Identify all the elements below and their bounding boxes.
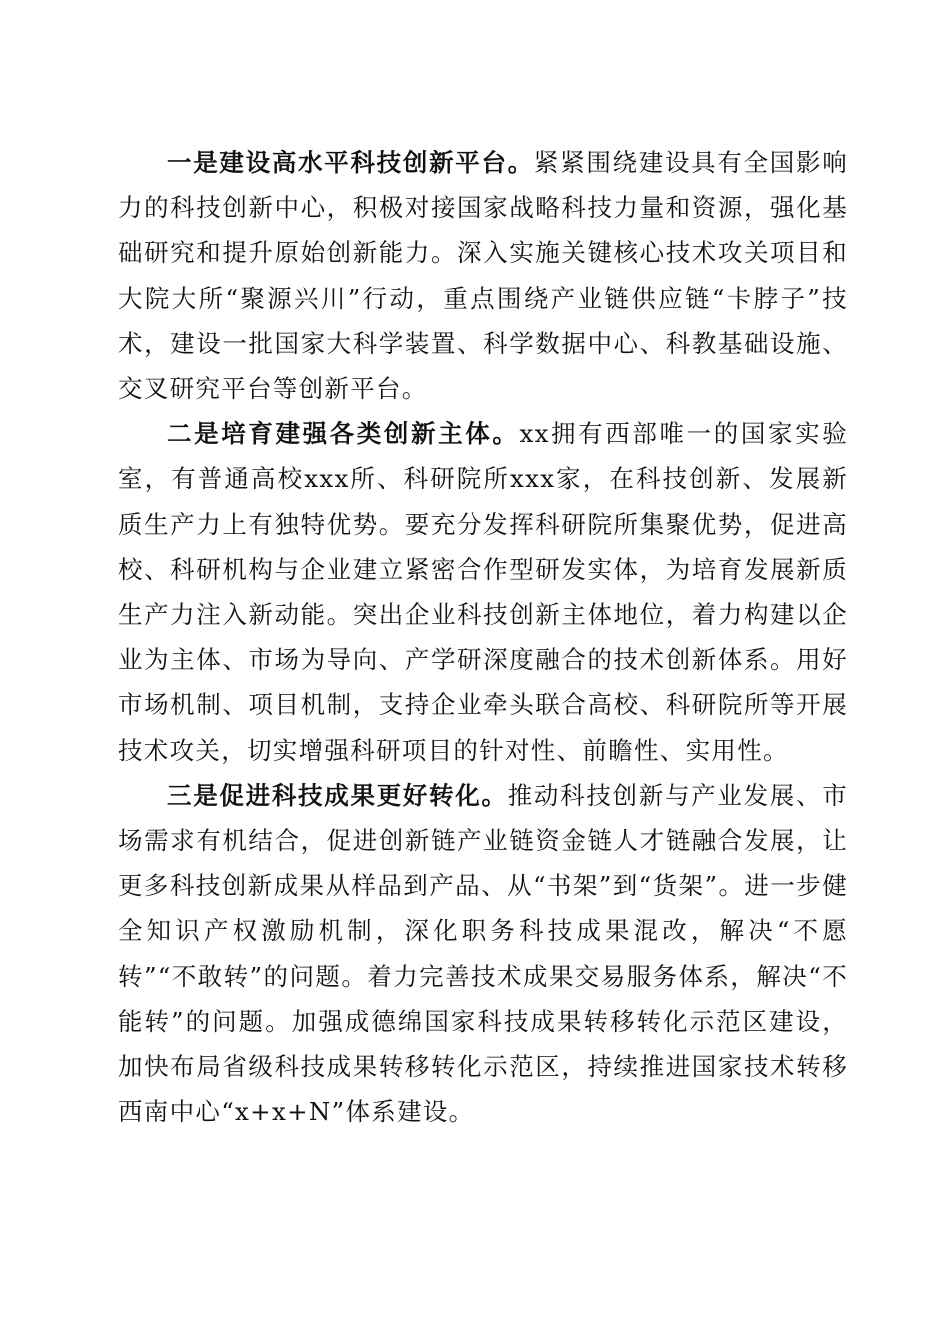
paragraph-text-platform: 紧紧围绕建设具有全国影响力的科技创新中心，积极对接国家战略科技力量和资源，强化基础研究和提升原始创新能力。深入实施关键核心技术攻关项目和大院大所“聚源兴川”行动，重点围绕产业链供应链“卡脖子”技术，建设一批国家大科学装置、科学数据中心、科教基础设施、交叉研究平台等创新平台。 [118,148,848,404]
paragraph-innovation-subjects [118,411,848,773]
paragraph-text-achievement-transfer: 推动科技创新与产业发展、市场需求有机结合，促进创新链产业链资金链人才链融合发展，让更多科技创新成果从样品到产品、从“书架”到“货架”。进一步健全知识产权激励机制，深化职务科技成果混改，解决“不愿转”“不敢转”的问题。着力完善技术成果交易服务体系，解决“不能转”的问题。加强成德绵国家科技成果转移转化示范区建设，加快布局省级科技成果转移转化示范区，持续推进国家技术转移西南中心“x+x+N”体系建设。 [118,780,849,1127]
paragraph-heading-innovation-subjects: 二是培育建强各类创新主体。 [167,419,520,449]
paragraph-text-innovation-subjects: xx拥有西部唯一的国家实验室，有普通高校xxx所、科研院所xxx家，在科技创新、发展新质生产力上有独特优势。要充分发挥科研院所集聚优势，促进高校、科研机构与企业建立紧密合作型研发实体，为培育发展新质生产力注入新动能。突出企业科技创新主体地位，着力构建以企业为主体、市场为导向、产学研深度融合的技术创新体系。用好市场机制、项目机制，支持企业牵头联合高校、科研院所等开展技术攻关，切实增强科研项目的针对性、前瞻性、实用性。 [118,419,848,765]
paragraph-platform [118,140,848,411]
paragraph-heading-achievement-transfer: 三是促进科技成果更好转化。 [167,780,508,810]
document-body [118,140,848,1134]
paragraph-achievement-transfer [118,773,848,1135]
paragraph-heading-platform: 一是建设高水平科技创新平台。 [167,148,534,177]
